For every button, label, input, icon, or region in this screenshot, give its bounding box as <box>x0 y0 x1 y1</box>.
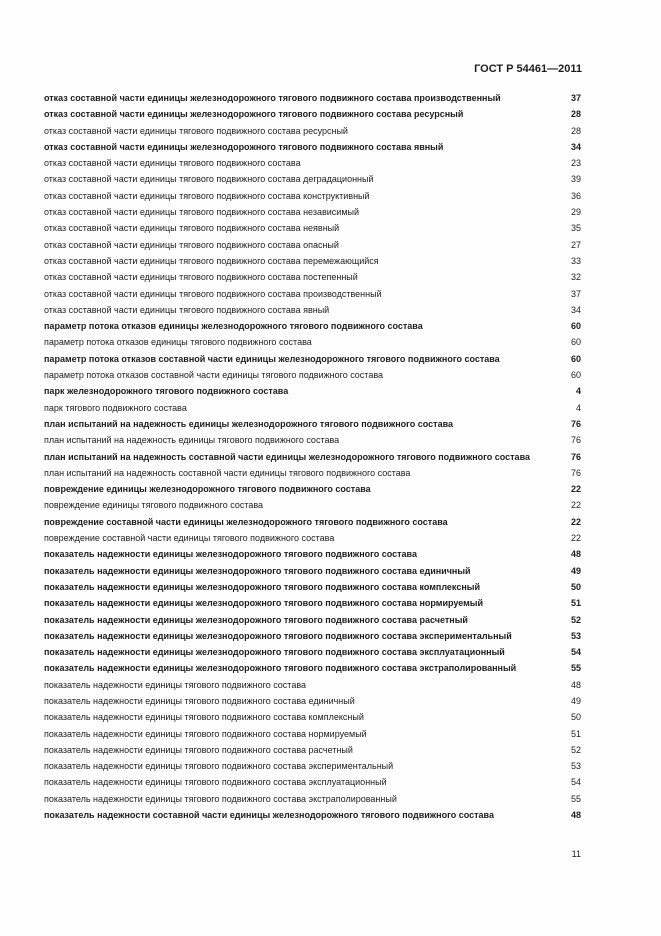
page-footer <box>44 848 581 860</box>
index-entry-page-number: 48 <box>570 810 581 821</box>
index-entry <box>44 630 581 642</box>
index-entry <box>44 418 581 430</box>
index-entry-term: отказ составной части единицы тягового подвижного состава перемежающийся <box>44 255 379 266</box>
index-entry-term: отказ составной части единицы тягового подвижного состава явный <box>44 304 330 315</box>
index-entry-term: повреждение составной части единицы тягового подвижного состава <box>44 533 335 544</box>
index-entry-term: отказ составной части единицы тягового подвижного состава неявный <box>44 223 340 234</box>
index-entry-page-number: 50 <box>570 581 581 592</box>
index-entry-page-number: 37 <box>570 93 581 103</box>
index-entry <box>44 304 581 316</box>
index-entry-page-number: 51 <box>570 598 581 609</box>
index-entry-page-number: 55 <box>570 663 581 674</box>
index-entry <box>44 499 581 511</box>
index-entry <box>44 516 581 528</box>
index-entry <box>44 173 581 185</box>
index-entry <box>44 336 581 348</box>
index-entry-page-number: 4 <box>575 386 581 397</box>
index-entry <box>44 483 581 495</box>
page-number: 11 <box>571 849 581 859</box>
index-entry-term: показатель надежности единицы тягового подвижного состава комплексный <box>44 712 364 723</box>
index-entry <box>44 467 581 479</box>
index-entry-term: план испытаний на надежность единицы железнодорожного тягового подвижного состава <box>44 418 454 429</box>
index-entry <box>44 157 581 169</box>
index-entry-term: показатель надежности единицы железнодорожного тягового подвижного состава <box>44 549 417 560</box>
index-entry <box>44 320 581 332</box>
index-entry <box>44 760 581 772</box>
index-entry-page-number: 35 <box>570 223 581 234</box>
index-entry-page-number: 22 <box>570 533 581 544</box>
index-entry-page-number: 60 <box>570 370 581 381</box>
index-entry-term: показатель надежности единицы железнодорожного тягового подвижного состава экстраполированный <box>44 663 517 674</box>
index-entry <box>44 369 581 381</box>
index-entry-page-number: 55 <box>570 793 581 804</box>
index-entry-page-number: 76 <box>570 418 581 429</box>
index-entry <box>44 776 581 788</box>
index-entry-term: показатель надежности единицы железнодорожного тягового подвижного состава расчетный <box>44 614 468 625</box>
index-entry-page-number: 76 <box>570 435 581 446</box>
index-entry <box>44 728 581 740</box>
index-entry-term: показатель надежности единицы тягового подвижного состава расчетный <box>44 744 353 755</box>
index-entry-page-number: 76 <box>570 467 581 478</box>
index-entry-page-number: 49 <box>570 695 581 706</box>
alphabetical-index-list <box>44 92 581 825</box>
index-entry-term: параметр потока отказов составной части единицы железнодорожного тягового подвижного состава <box>44 353 500 364</box>
index-entry <box>44 597 581 609</box>
index-entry-page-number: 52 <box>570 744 581 755</box>
index-entry-term: отказ составной части единицы железнодорожного тягового подвижного состава производственный <box>44 93 501 103</box>
index-entry-term: отказ составной части единицы железнодорожного тягового подвижного состава явный <box>44 141 444 152</box>
index-entry <box>44 744 581 756</box>
index-entry-term: план испытаний на надежность составной части единицы тягового подвижного состава <box>44 467 411 478</box>
index-entry <box>44 434 581 446</box>
index-entry-term: план испытаний на надежность единицы тягового подвижного состава <box>44 435 340 446</box>
index-entry-page-number: 22 <box>570 500 581 511</box>
index-entry-page-number: 34 <box>570 141 581 152</box>
index-entry-term: отказ составной части единицы тягового подвижного состава постепенный <box>44 272 358 283</box>
index-entry <box>44 548 581 560</box>
page-header <box>44 62 582 76</box>
index-entry <box>44 565 581 577</box>
index-entry-term: показатель надежности составной части единицы железнодорожного тягового подвижного состава <box>44 810 494 821</box>
index-entry-term: отказ составной части единицы тягового подвижного состава конструктивный <box>44 190 370 201</box>
index-entry <box>44 662 581 674</box>
index-entry-term: параметр потока отказов единицы тягового подвижного состава <box>44 337 312 348</box>
index-entry <box>44 532 581 544</box>
index-entry-page-number: 28 <box>570 125 581 136</box>
index-entry-page-number: 27 <box>570 239 581 250</box>
index-entry-page-number: 32 <box>570 272 581 283</box>
index-entry <box>44 255 581 267</box>
index-entry-term: повреждение единицы тягового подвижного состава <box>44 500 264 511</box>
index-entry-term: показатель надежности единицы тягового подвижного состава нормируемый <box>44 728 367 739</box>
index-entry-page-number: 50 <box>570 712 581 723</box>
index-entry <box>44 695 581 707</box>
index-entry-page-number: 60 <box>570 353 581 364</box>
index-entry-page-number: 37 <box>570 288 581 299</box>
index-entry-term: отказ составной части единицы железнодорожного тягового подвижного состава ресурсный <box>44 109 464 120</box>
index-entry-page-number: 76 <box>570 451 581 462</box>
index-entry-term: повреждение составной части единицы железнодорожного тягового подвижного состава <box>44 516 448 527</box>
index-entry <box>44 809 581 821</box>
index-entry-page-number: 29 <box>570 207 581 218</box>
index-entry-term: показатель надежности единицы тягового подвижного состава экспериментальный <box>44 761 394 772</box>
index-entry <box>44 711 581 723</box>
index-entry <box>44 402 581 414</box>
index-entry-page-number: 4 <box>575 402 581 413</box>
standard-number: ГОСТ Р 54461—2011 <box>474 63 582 75</box>
index-entry-page-number: 48 <box>570 679 581 690</box>
index-entry-term: параметр потока отказов единицы железнодорожного тягового подвижного состава <box>44 321 423 332</box>
index-entry-page-number: 53 <box>570 761 581 772</box>
index-entry-page-number: 22 <box>570 516 581 527</box>
index-entry-page-number: 54 <box>570 777 581 788</box>
index-entry <box>44 190 581 202</box>
index-entry-term: показатель надежности единицы тягового подвижного состава <box>44 679 307 690</box>
index-entry <box>44 646 581 658</box>
index-entry-term: показатель надежности единицы железнодорожного тягового подвижного состава единичный <box>44 565 471 576</box>
index-entry-page-number: 60 <box>570 321 581 332</box>
index-entry-term: показатель надежности единицы железнодорожного тягового подвижного состава нормируемый <box>44 598 484 609</box>
index-entry <box>44 614 581 626</box>
index-entry <box>44 679 581 691</box>
index-entry-term: показатель надежности единицы тягового подвижного состава эксплуатационный <box>44 777 387 788</box>
index-entry-page-number: 34 <box>570 304 581 315</box>
index-entry <box>44 271 581 283</box>
index-entry-term: отказ составной части единицы тягового подвижного состава <box>44 158 301 169</box>
index-entry-term: показатель надежности единицы железнодорожного тягового подвижного состава экспериментальный <box>44 630 512 641</box>
index-entry-page-number: 49 <box>570 565 581 576</box>
index-entry-term: отказ составной части единицы тягового подвижного состава независимый <box>44 207 360 218</box>
index-entry <box>44 451 581 463</box>
index-entry-page-number: 48 <box>570 549 581 560</box>
index-entry-term: параметр потока отказов составной части единицы тягового подвижного состава <box>44 370 384 381</box>
index-entry <box>44 141 581 153</box>
index-entry-term: показатель надежности единицы железнодорожного тягового подвижного состава комплексный <box>44 581 480 592</box>
index-entry-term: показатель надежности единицы железнодорожного тягового подвижного состава эксплуатационный <box>44 647 505 658</box>
index-entry <box>44 581 581 593</box>
index-entry <box>44 206 581 218</box>
index-entry-page-number: 33 <box>570 255 581 266</box>
index-entry <box>44 92 581 104</box>
index-entry <box>44 385 581 397</box>
index-entry <box>44 108 581 120</box>
index-entry-term: повреждение единицы железнодорожного тягового подвижного состава <box>44 484 371 495</box>
index-entry-page-number: 60 <box>570 337 581 348</box>
index-entry-term: отказ составной части единицы тягового подвижного состава производственный <box>44 288 382 299</box>
index-entry <box>44 125 581 137</box>
index-entry-page-number: 36 <box>570 190 581 201</box>
index-entry-term: план испытаний на надежность составной части единицы железнодорожного тягового подвижного состава <box>44 451 530 462</box>
index-entry-page-number: 22 <box>570 484 581 495</box>
index-entry-term: отказ составной части единицы тягового подвижного состава ресурсный <box>44 125 348 136</box>
index-entry-page-number: 28 <box>570 109 581 120</box>
index-entry <box>44 222 581 234</box>
index-entry-term: парк железнодорожного тягового подвижного состава <box>44 386 289 397</box>
index-entry <box>44 288 581 300</box>
index-entry-term: показатель надежности единицы тягового подвижного состава единичный <box>44 695 355 706</box>
index-entry <box>44 239 581 251</box>
index-entry-page-number: 52 <box>570 614 581 625</box>
index-entry-page-number: 53 <box>570 630 581 641</box>
index-entry-page-number: 54 <box>570 647 581 658</box>
index-entry-term: отказ составной части единицы тягового подвижного состава деградационный <box>44 174 374 185</box>
index-entry-page-number: 51 <box>570 728 581 739</box>
index-entry-term: отказ составной части единицы тягового подвижного состава опасный <box>44 239 339 250</box>
index-entry-page-number: 39 <box>570 174 581 185</box>
index-entry-page-number: 23 <box>570 158 581 169</box>
index-entry-term: парк тягового подвижного состава <box>44 402 187 413</box>
index-entry <box>44 793 581 805</box>
index-entry-term: показатель надежности единицы тягового подвижного состава экстраполированный <box>44 793 397 804</box>
index-entry <box>44 353 581 365</box>
